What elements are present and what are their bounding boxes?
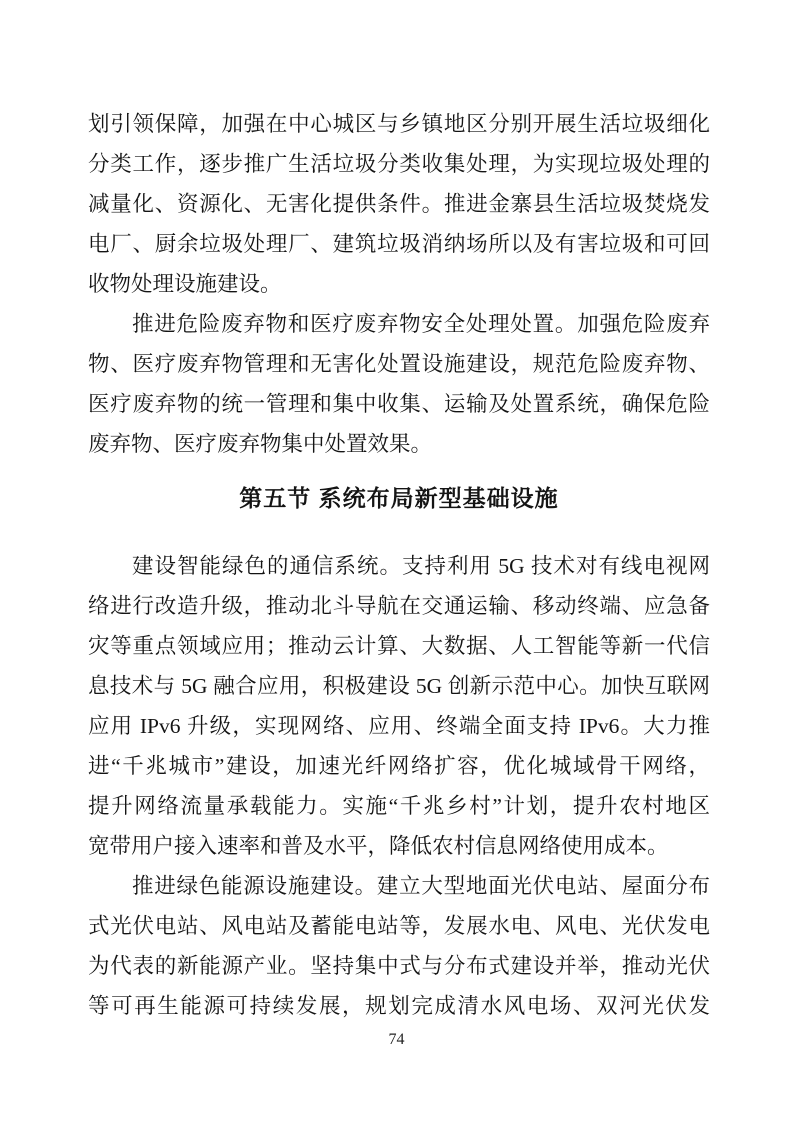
text-line: 减量化、资源化、无害化提供条件。推进金寨县生活垃圾焚烧发 <box>88 192 710 216</box>
text-line: 分类工作，逐步推广生活垃圾分类收集处理，为实现垃圾处理的 <box>88 152 710 176</box>
text-line: 收物处理设施建设。 <box>88 272 282 296</box>
text-line: 等可再生能源可持续发展，规划完成清水风电场、双河光伏发 <box>88 994 710 1018</box>
page-number: 74 <box>388 1031 405 1048</box>
text-line: 提升网络流量承载能力。实施“千兆乡村”计划，提升农村地区 <box>88 794 710 818</box>
text-line: 划引领保障，加强在中心城区与乡镇地区分别开展生活垃圾细化 <box>88 112 710 136</box>
section-heading: 第五节 系统布局新型基础设施 <box>239 485 559 511</box>
text-line: 建设智能绿色的通信系统。支持利用 5G 技术对有线电视网 <box>132 554 710 578</box>
text-line: 废弃物、医疗废弃物集中处置效果。 <box>88 432 433 456</box>
text-line: 推进危险废弃物和医疗废弃物安全处理处置。加强危险废弃 <box>132 312 710 336</box>
text-line: 进“千兆城市”建设，加速光纤网络扩容，优化城域骨干网络， <box>88 754 710 778</box>
paragraph-hazardous-waste <box>88 304 710 464</box>
paragraph-communication-system <box>88 546 710 866</box>
text-line: 电厂、厨余垃圾处理厂、建筑垃圾消纳场所以及有害垃圾和可回 <box>88 232 710 256</box>
text-line: 物、医疗废弃物管理和无害化处置设施建设，规范危险废弃物、 <box>88 352 710 376</box>
page-content <box>88 104 710 1026</box>
text-line: 络进行改造升级，推动北斗导航在交通运输、移动终端、应急备 <box>88 594 710 618</box>
text-line: 医疗废弃物的统一管理和集中收集、运输及处置系统，确保危险 <box>88 392 710 416</box>
text-line: 为代表的新能源产业。坚持集中式与分布式建设并举，推动光伏 <box>88 954 710 978</box>
text-line: 应用 IPv6 升级，实现网络、应用、终端全面支持 IPv6。大力推 <box>88 714 710 738</box>
text-line: 式光伏电站、风电站及蓄能电站等，发展水电、风电、光伏发电 <box>88 914 710 938</box>
text-line: 灾等重点领域应用；推动云计算、大数据、人工智能等新一代信 <box>88 634 710 658</box>
text-line: 推进绿色能源设施建设。建立大型地面光伏电站、屋面分布 <box>132 874 710 898</box>
text-line: 宽带用户接入速率和普及水平，降低农村信息网络使用成本。 <box>88 834 669 858</box>
paragraph-waste-sorting <box>88 104 710 304</box>
paragraph-green-energy <box>88 866 710 1026</box>
text-line: 息技术与 5G 融合应用，积极建设 5G 创新示范中心。加快互联网 <box>88 674 710 698</box>
page-footer <box>0 1031 793 1049</box>
